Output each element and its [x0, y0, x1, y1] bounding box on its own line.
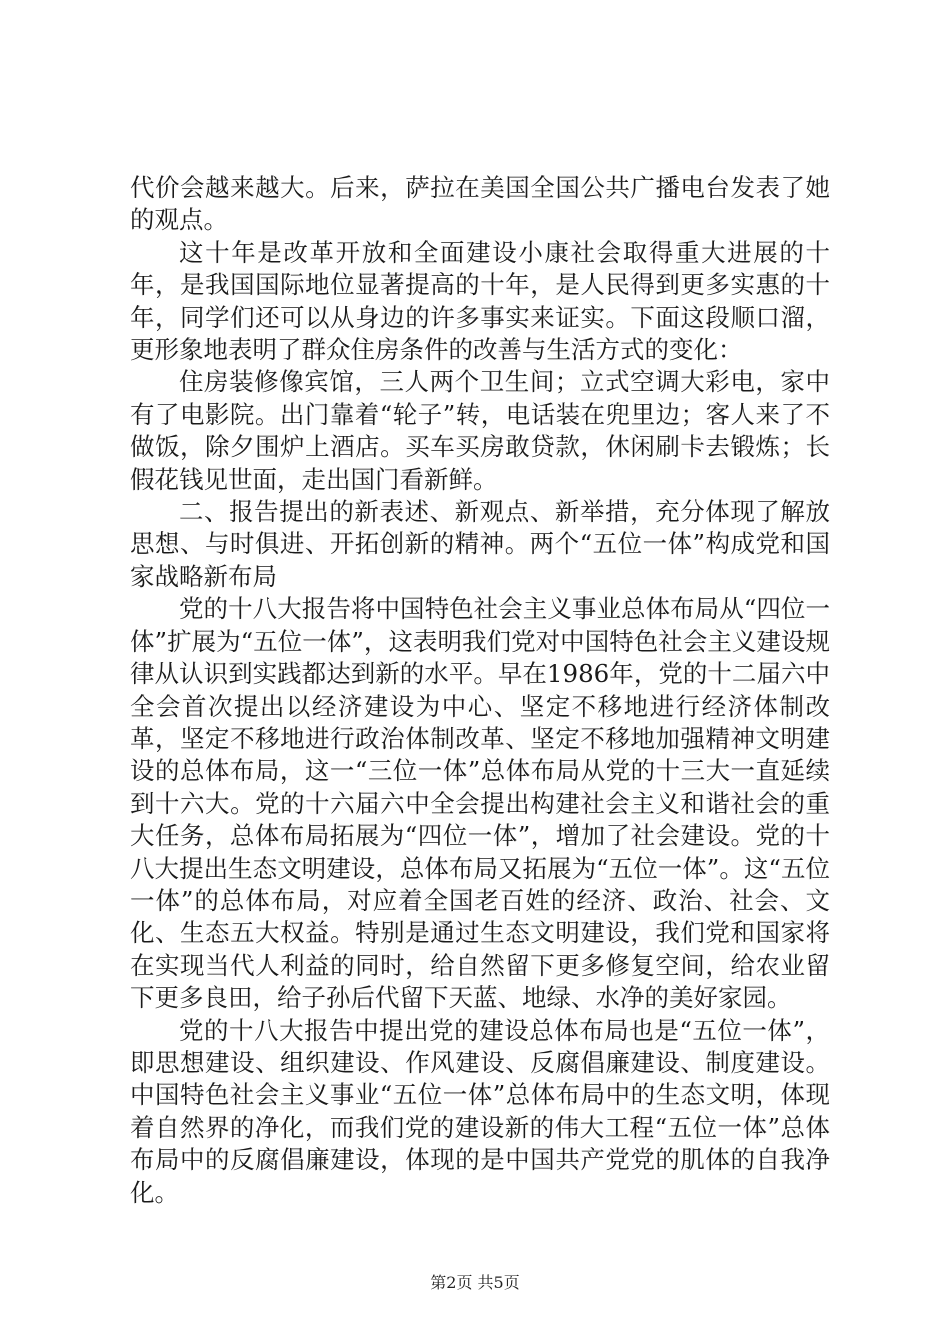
paragraph-continuation: 代价会越来越大。后来，萨拉在美国全国公共广播电台发表了她的观点。 — [130, 173, 830, 235]
page-footer — [0, 1273, 950, 1293]
document-body — [130, 172, 830, 1209]
paragraph-ten-years: 这十年是改革开放和全面建设小康社会取得重大进展的十年，是我国国际地位显著提高的十年，是人民得到更多实惠的十年，同学们还可以从身边的许多事实来证实。下面这段顺口溜，更形象地表明了群众住房条件的改善与生活方式的变化： — [130, 237, 830, 365]
paragraph-party-building: 党的十八大报告中提出党的建设总体布局也是“五位一体”，即思想建设、组织建设、作风建设、反腐倡廉建设、制度建设。中国特色社会主义事业“五位一体”总体布局中的生态文明，体现着自然界的净化，而我们党的建设新的伟大工程“五位一体”总体布局中的反腐倡廉建设，体现的是中国共产党党的肌体的自我净化。 — [130, 1015, 830, 1207]
paragraph-five-in-one-layout: 党的十八大报告将中国特色社会主义事业总体布局从“四位一体”扩展为“五位一体”，这表明我们党对中国特色社会主义建设规律从认识到实践都达到新的水平。早在1986年，党的十二届六中全会首次提出以经济建设为中心、坚定不移地进行经济体制改革，坚定不移地进行政治体制改革、坚定不移地加强精神文明建设的总体布局，这一“三位一体”总体布局从党的十三大一直延续到十六大。党的十六届六中全会提出构建社会主义和谐社会的重大任务，总体布局拓展为“四位一体”，增加了社会建设。党的十八大提出生态文明建设，总体布局又拓展为“五位一体”。这“五位一体”的总体布局，对应着全国老百姓的经济、政治、社会、文化、生态五大权益。特别是通过生态文明建设，我们党和国家将在实现当代人利益的同时，给自然留下更多修复空间，给农业留下更多良田，给子孙后代留下天蓝、地绿、水净的美好家园。 — [130, 594, 830, 1013]
paragraph-section-heading: 二、报告提出的新表述、新观点、新举措，充分体现了解放思想、与时俱进、开拓创新的精神。两个“五位一体”构成党和国家战略新布局 — [130, 497, 830, 591]
page-number-label: 第2页 共5页 — [430, 1273, 520, 1292]
paragraph-rhyme: 住房装修像宾馆，三人两个卫生间；立式空调大彩电，家中有了电影院。出门靠着“轮子”转，电话装在兜里边；客人来了不做饭，除夕围炉上酒店。买车买房敢贷款，休闲刷卡去锻炼；长假花钱见世面，走出国门看新鲜。 — [130, 367, 830, 494]
